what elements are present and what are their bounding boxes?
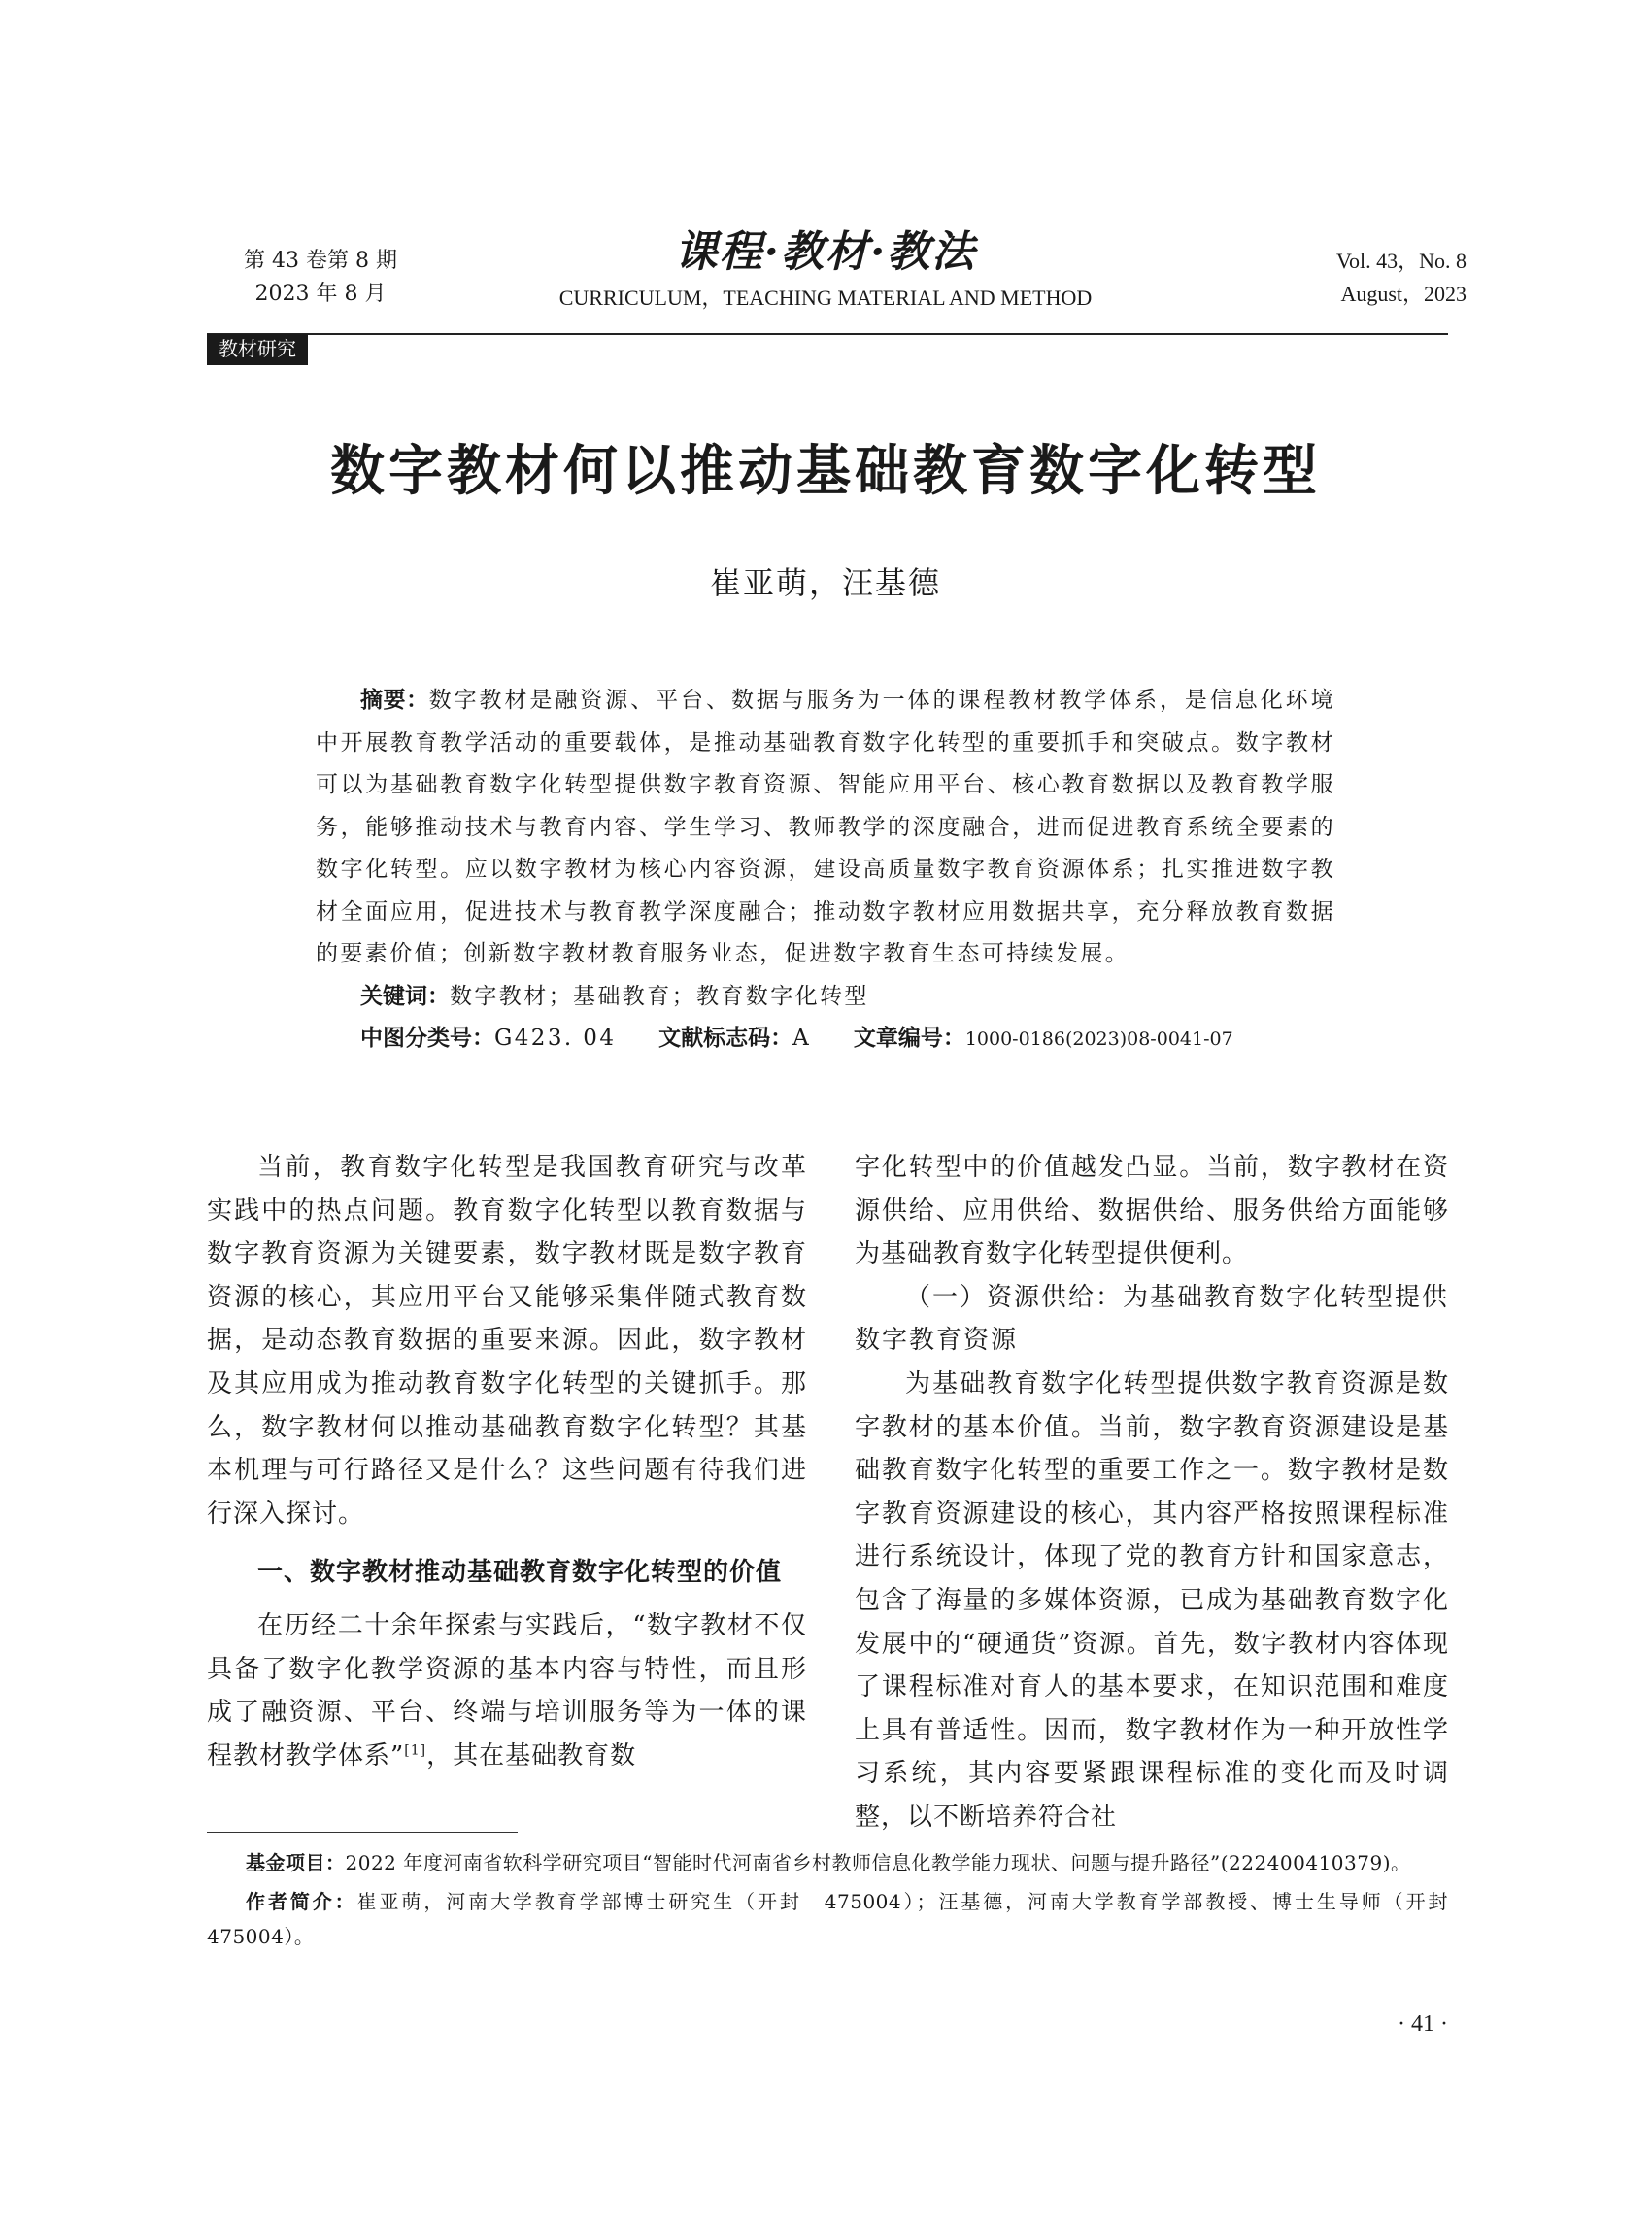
article-authors: 崔亚萌，汪基德	[709, 564, 941, 601]
author-bio-label: 作者简介：	[246, 1890, 357, 1913]
date-en: August，2023	[1340, 282, 1467, 306]
citation-ref: [1]	[404, 1742, 427, 1759]
journal-masthead	[524, 225, 1127, 313]
doc-code-value: A	[792, 1026, 812, 1051]
section-heading-1: 一、数字教材推动基础教育数字化转型的价值	[257, 1558, 783, 1588]
journal-title-cn: 课程·教材·教法	[674, 227, 977, 277]
footnotes	[207, 1845, 1468, 1958]
keywords-label: 关键词：	[360, 983, 450, 1009]
body-paragraph: 当前，教育数字化转型是我国教育研究与改革实践中的热点问题。教育数字化转型以教育数据与数字教育资源为关键要素，数字教材既是数字教育资源的核心，其应用平台又能够采集伴随式教育数据，是动态教育数据的重要来源。因此，数字教材及其应用成为推动教育数字化转型的关键抓手。那么，数字教材何以推动基础教育数字化转型？其基本机理与可行路径又是什么？这些问题有待我们进行深入探讨。	[207, 1153, 807, 1529]
funding-label: 基金项目：	[246, 1851, 346, 1874]
body-column-left	[207, 1146, 807, 1777]
funding-text: 2022 年度河南省软科学研究项目“智能时代河南省乡村教师信息化教学能力现状、问题与提升路径”(222400410379)。	[345, 1851, 1411, 1874]
volume-issue-cn: 第 43 卷第 8 期	[244, 249, 397, 273]
body-column-right	[855, 1146, 1449, 1839]
header-volume-en	[1214, 245, 1467, 311]
body-paragraph	[207, 1604, 807, 1777]
abstract-label: 摘要：	[360, 688, 429, 713]
keywords-text: 数字教材；基础教育；教育数字化转型	[450, 983, 869, 1009]
abstract-block	[316, 680, 1335, 1062]
funding-note	[207, 1845, 1448, 1880]
clc-value: G423. 04	[494, 1026, 617, 1051]
doc-code-label: 文献标志码：	[658, 1026, 793, 1051]
author-bio-text: 崔亚萌，河南大学教育学部博士研究生（开封 475004）；汪基德，河南大学教育学部教授、博士生导师（开封 475004）。	[207, 1890, 1468, 1948]
header-rule	[207, 333, 1448, 335]
journal-title-en: CURRICULUM，TEACHING MATERIAL AND METHOD	[558, 286, 1093, 310]
volume-issue-en: Vol. 43，No. 8	[1335, 249, 1467, 273]
article-number-item	[854, 1026, 1233, 1051]
body-paragraph: 为基础教育数字化转型提供数字教育资源是数字教材的基本价值。当前，数字教育资源建设是基础教育数字化转型的重要工作之一。数字教材是数字教育资源建设的核心，其内容严格按照课程标准进行系统设计，体现了党的教育方针和国家意志，包含了海量的多媒体资源，已成为基础教育数字化发展中的“硬通货”资源。首先，数字教材内容体现了课程标准对育人的基本要求，在知识范围和难度上具有普适性。因而，数字教材作为一种开放性学习系统，其内容要紧跟课程标准的变化而及时调整，以不断培养符合社	[855, 1368, 1449, 1832]
clc-label: 中图分类号：	[360, 1026, 494, 1051]
article-number-label: 文章编号：	[853, 1026, 965, 1051]
subsection-heading-1: （一）资源供给：为基础教育数字化转型提供数字教育资源	[855, 1282, 1450, 1356]
article-number-value: 1000-0186(2023)08-0041-07	[964, 1028, 1233, 1050]
abstract-paragraph	[316, 680, 1335, 976]
classification-line	[316, 1018, 1335, 1062]
header-volume-cn	[194, 245, 447, 311]
body-text: ，其在基础教育数	[426, 1740, 637, 1770]
body-paragraph: 字化转型中的价值越发凸显。当前，数字教材在资源供给、应用供给、数据供给、服务供给方面能够为基础教育数字化转型提供便利。	[855, 1153, 1449, 1269]
abstract-text: 数字教材是融资源、平台、数据与服务为一体的课程教材教学体系，是信息化环境中开展教育教学活动的重要载体，是推动基础教育数字化转型的重要抓手和突破点。数字教材可以为基础教育数字化转型提供数字教育资源、智能应用平台、核心教育数据以及教育教学服务，能够推动技术与教育内容、学生学习、教师教学的深度融合，进而促进教育系统全要素的数字化转型。应以数字教材为核心内容资源，建设高质量数字教育资源体系；扎实推进数字教材全面应用，促进技术与教育教学深度融合；推动数字教材应用数据共享，充分释放教育数据的要素价值；创新数字教材教育服务业态，促进数字教育生态可持续发展。	[316, 688, 1336, 966]
article-title: 数字教材何以推动基础教育数字化转型	[330, 440, 1321, 503]
date-cn: 2023 年 8 月	[254, 282, 387, 306]
body-text: 在历经二十余年探索与实践后，“数字教材不仅具备了数字化教学资源的基本内容与特性，而且形成了融资源、平台、终端与培训服务等为一体的课程教材教学体系”	[207, 1610, 807, 1770]
section-tag: 教材研究	[207, 334, 308, 365]
page-number: · 41 ·	[1398, 2011, 1448, 2037]
clc-item	[360, 1026, 616, 1051]
author-bio-note	[207, 1884, 1468, 1954]
keywords-line	[316, 976, 1335, 1019]
doc-code-item	[658, 1026, 811, 1051]
footnote-rule	[207, 1832, 518, 1833]
